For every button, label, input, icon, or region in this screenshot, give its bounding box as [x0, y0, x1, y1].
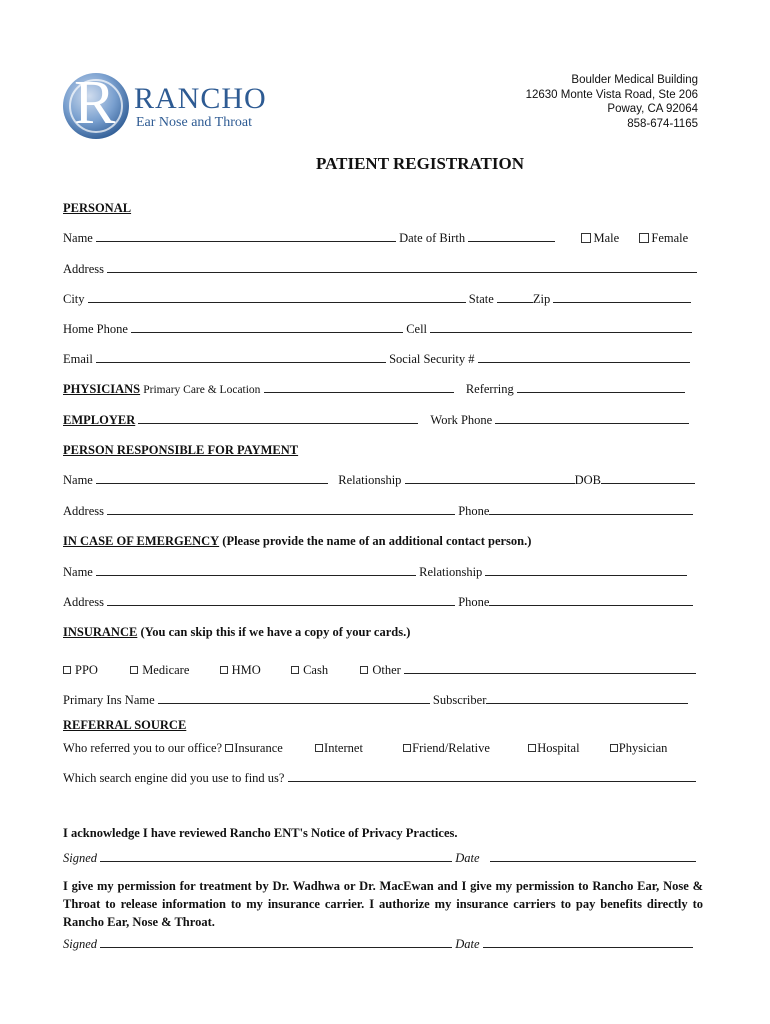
page-title: PATIENT REGISTRATION [316, 154, 524, 173]
emergency-heading: IN CASE OF EMERGENCY [63, 534, 220, 548]
resp-phone-field[interactable] [489, 504, 693, 515]
option-other[interactable] [360, 663, 400, 677]
ack-signed-label: Signed [63, 851, 98, 865]
subscriber-label: Subscriber [432, 693, 487, 707]
subscriber-field[interactable] [486, 693, 688, 704]
ref-insurance-label: Insurance [234, 741, 283, 755]
hmo-label: HMO [231, 663, 261, 677]
other-checkbox[interactable] [360, 666, 368, 674]
address-field[interactable] [107, 262, 697, 273]
option-ppo[interactable] [63, 663, 98, 677]
address-label: Address [63, 262, 104, 276]
home-phone-label: Home Phone [63, 322, 128, 336]
address-line-2: 12630 Monte Vista Road, Ste 206 [525, 88, 698, 101]
home-phone-field[interactable] [131, 322, 403, 333]
row-search-engine [63, 771, 700, 786]
emerg-name-field[interactable] [96, 565, 416, 576]
ref-option-friend[interactable] [403, 741, 490, 755]
emerg-phone-field[interactable] [489, 595, 693, 606]
referral-heading: REFERRAL SOURCE [63, 718, 187, 732]
ack-date-field[interactable] [490, 851, 696, 862]
name-label: Name [63, 231, 93, 245]
logo-letter: R [74, 69, 116, 137]
row-name [63, 231, 700, 246]
dob-label: Date of Birth [399, 231, 466, 245]
address-line-1: Boulder Medical Building [571, 74, 698, 86]
address-line-3: Poway, CA 92064 [607, 103, 698, 115]
ack-signature-field[interactable] [100, 851, 452, 862]
work-phone-label: Work Phone [430, 413, 493, 427]
female-checkbox[interactable] [639, 233, 649, 243]
primary-ins-label: Primary Ins Name [63, 693, 155, 707]
resp-phone-label: Phone [458, 504, 490, 518]
search-engine-label: Which search engine did you use to find us? [63, 771, 285, 785]
permission-text: I give my permission for treatment by Dr. Wadhwa or Dr. MacEwan and I give my permission to Rancho Ear, Nose & Throat to release information to my insurance carrier. I authorize my insurance carriers to pay benefits directly to Rancho Ear, Nose & Throat. [63, 879, 703, 929]
referring-label: Referring [465, 382, 514, 396]
resp-address-field[interactable] [107, 504, 455, 515]
ppo-checkbox[interactable] [63, 666, 71, 674]
zip-field[interactable] [553, 292, 691, 303]
row-phone [63, 322, 700, 337]
ref-option-physician[interactable] [610, 741, 668, 755]
medicare-checkbox[interactable] [130, 666, 138, 674]
insurance-note: (You can skip this if we have a copy of your cards.) [140, 625, 411, 639]
ref-internet-checkbox[interactable] [315, 744, 323, 752]
row-employer [63, 413, 700, 428]
emergency-note: (Please provide the name of an additional contact person.) [222, 534, 532, 548]
state-label: State [468, 292, 494, 306]
city-label: City [63, 292, 85, 306]
row-ack-sign [63, 851, 700, 866]
emerg-address-field[interactable] [107, 595, 455, 606]
ppo-label: PPO [75, 663, 98, 677]
male-checkbox[interactable] [581, 233, 591, 243]
ssn-label: Social Security # [389, 352, 475, 366]
row-email [63, 352, 700, 367]
clinic-address [526, 73, 698, 131]
ref-option-internet[interactable] [315, 741, 363, 755]
other-label: Other [372, 663, 401, 677]
ref-physician-checkbox[interactable] [610, 744, 618, 752]
logo-name: RANCHO [134, 82, 267, 115]
row-primary-ins [63, 693, 700, 708]
resp-relationship-label: Relationship [338, 473, 402, 487]
email-field[interactable] [96, 352, 386, 363]
perm-date-field[interactable] [483, 937, 693, 948]
option-medicare[interactable] [130, 663, 189, 677]
dob-field[interactable] [468, 231, 555, 242]
cell-field[interactable] [430, 322, 692, 333]
employer-heading: EMPLOYER [63, 413, 136, 427]
resp-dob-field[interactable] [601, 473, 695, 484]
resp-name-label: Name [63, 473, 93, 487]
referral-question: Who referred you to our office? [63, 741, 223, 755]
ack-text: I acknowledge I have reviewed Rancho ENT's Notice of Privacy Practices. [63, 826, 458, 840]
ref-internet-label: Internet [324, 741, 363, 755]
ref-hospital-label: Hospital [537, 741, 580, 755]
ref-insurance-checkbox[interactable] [225, 744, 233, 752]
zip-label: Zip [532, 292, 551, 306]
resp-relationship-field[interactable] [405, 473, 575, 484]
physicians-heading: PHYSICIANS [63, 382, 141, 396]
option-hmo[interactable] [220, 663, 261, 677]
emerg-relationship-field[interactable] [485, 565, 687, 576]
resp-name-field[interactable] [96, 473, 328, 484]
other-field[interactable] [404, 663, 696, 674]
logo-subtitle: Ear Nose and Throat [136, 115, 252, 130]
primary-ins-field[interactable] [158, 693, 430, 704]
clinic-logo [60, 70, 275, 142]
row-emerg-name [63, 565, 700, 580]
emerg-address-label: Address [63, 595, 104, 609]
cell-label: Cell [406, 322, 428, 336]
row-emerg-address [63, 595, 700, 610]
perm-date-label: Date [455, 937, 480, 951]
resp-address-label: Address [63, 504, 104, 518]
male-label: Male [593, 231, 620, 245]
name-field[interactable] [96, 231, 396, 242]
row-insurance-options [63, 663, 700, 678]
ref-option-insurance[interactable] [225, 741, 283, 755]
responsible-heading: PERSON RESPONSIBLE FOR PAYMENT [63, 443, 299, 457]
row-resp-name [63, 473, 700, 488]
ssn-field[interactable] [478, 352, 690, 363]
search-engine-field[interactable] [288, 771, 696, 782]
personal-heading: PERSONAL [63, 201, 132, 215]
ref-option-hospital[interactable] [528, 741, 579, 755]
row-city [63, 292, 700, 307]
address-phone: 858-674-1165 [627, 117, 698, 130]
option-cash[interactable] [291, 663, 328, 677]
row-referral [63, 741, 700, 756]
row-physicians [63, 382, 700, 397]
resp-dob-label: DOB [574, 473, 601, 487]
city-field[interactable] [88, 292, 466, 303]
email-label: Email [63, 352, 93, 366]
perm-signature-field[interactable] [100, 937, 452, 948]
cash-checkbox[interactable] [291, 666, 299, 674]
row-perm-sign [63, 937, 700, 952]
ref-friend-checkbox[interactable] [403, 744, 411, 752]
female-label: Female [651, 231, 689, 245]
ref-hospital-checkbox[interactable] [528, 744, 536, 752]
insurance-heading: INSURANCE [63, 625, 138, 639]
work-phone-field[interactable] [495, 413, 689, 424]
perm-signed-label: Signed [63, 937, 98, 951]
emergency-heading-row [63, 534, 700, 549]
ref-friend-label: Friend/Relative [412, 741, 490, 755]
state-field[interactable] [497, 292, 533, 303]
emerg-phone-label: Phone [458, 595, 490, 609]
primary-care-label: Primary Care & Location [143, 384, 261, 396]
ref-physician-label: Physician [618, 741, 668, 755]
insurance-heading-row [63, 625, 700, 640]
referring-field[interactable] [517, 382, 685, 393]
cash-label: Cash [303, 663, 329, 677]
emerg-name-label: Name [63, 565, 93, 579]
emerg-relationship-label: Relationship [419, 565, 483, 579]
medicare-label: Medicare [142, 663, 190, 677]
primary-care-field[interactable] [264, 382, 454, 393]
ack-date-label: Date [455, 851, 480, 865]
row-resp-address [63, 504, 700, 519]
hmo-checkbox[interactable] [220, 666, 228, 674]
employer-field[interactable] [138, 413, 418, 424]
row-address [63, 262, 700, 277]
